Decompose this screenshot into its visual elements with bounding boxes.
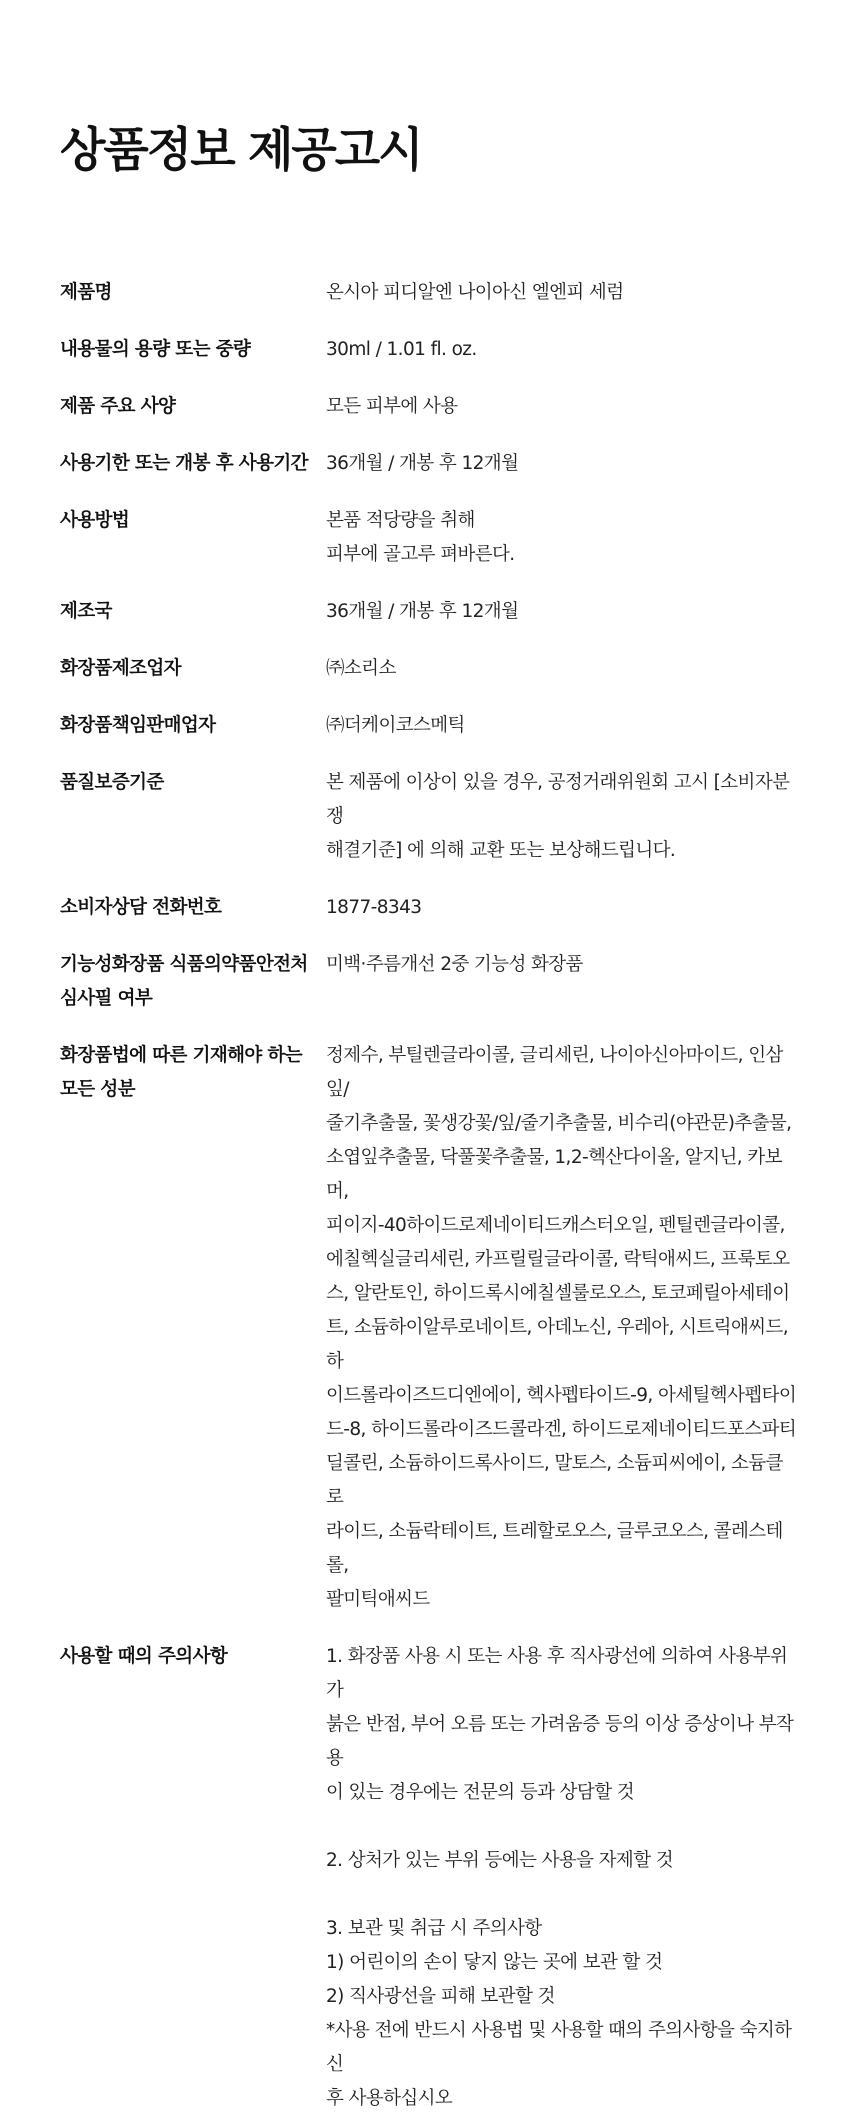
page-title: 상품정보 제공고시	[60, 123, 422, 178]
info-row	[60, 766, 800, 868]
caution-paragraph	[326, 1640, 800, 1810]
info-label-line: 사용방법	[60, 510, 130, 531]
info-value-line: 피이지-40하이드로제네이티드캐스터오일, 펜틸렌글라이콜,	[326, 1215, 785, 1236]
caution-line: 1. 화장품 사용 시 또는 사용 후 직사광선에 의하여 사용부위가	[326, 1646, 788, 1701]
info-value	[326, 891, 800, 925]
info-value-line: 소엽잎추출물, 닥풀꽃추출물, 1,2-헥산다이올, 알지닌, 카보머,	[326, 1147, 782, 1202]
info-label-line: 화장품제조업자	[60, 658, 181, 679]
info-value-line: 에칠헥실글리세린, 카프릴릴글라이콜, 락틱애씨드, 프룩토오	[326, 1249, 790, 1270]
caution-line: 1) 어린이의 손이 닿지 않는 곳에 보관 할 것	[326, 1952, 663, 1973]
info-value-line: 스, 알란토인, 하이드록시에칠셀룰로오스, 토코페릴아세테이	[326, 1283, 790, 1304]
info-value	[326, 276, 800, 310]
info-label-line: 모든 성분	[60, 1079, 135, 1100]
info-row	[60, 1039, 800, 1617]
info-label-line: 소비자상담 전화번호	[60, 897, 222, 918]
info-value-line: 온시아 피디알엔 나이아신 엘엔피 세럼	[326, 282, 624, 303]
caution-paragraph	[326, 1912, 800, 2116]
info-value	[326, 504, 800, 572]
info-label-line: 품질보증기준	[60, 772, 164, 793]
caution-line: 후 사용하십시오	[326, 2088, 453, 2109]
info-value-line: 36개월 / 개봉 후 12개월	[326, 601, 519, 622]
caution-line: 2. 상처가 있는 부위 등에는 사용을 자제할 것	[326, 1850, 674, 1871]
info-label-line: 화장품책임판매업자	[60, 715, 216, 736]
caution-line: 이 있는 경우에는 전문의 등과 상담할 것	[326, 1782, 635, 1803]
info-value	[326, 766, 800, 868]
info-label	[60, 595, 326, 629]
info-label	[60, 447, 326, 481]
info-label	[60, 333, 326, 367]
info-value-line: 모든 피부에 사용	[326, 396, 458, 417]
caution-label: 사용할 때의 주의사항	[60, 1646, 228, 1667]
info-row	[60, 447, 800, 481]
info-label	[60, 709, 326, 743]
caution-line: *사용 전에 반드시 사용법 및 사용할 때의 주의사항을 숙지하신	[326, 2020, 792, 2075]
info-value-line: 팔미틱애씨드	[326, 1589, 430, 1610]
info-label	[60, 390, 326, 424]
info-value-line: 라이드, 소듐락테이트, 트레할로오스, 글루코오스, 콜레스테롤,	[326, 1521, 783, 1576]
info-label	[60, 891, 326, 925]
info-row	[60, 333, 800, 367]
info-label	[60, 948, 326, 1016]
caution-line: 2) 직사광선을 피해 보관할 것	[326, 1986, 555, 2007]
info-value-line: ㈜소리소	[326, 658, 396, 679]
info-value-line: 피부에 골고루 펴바른다.	[326, 544, 515, 565]
info-value	[326, 447, 800, 481]
info-label-line: 기능성화장품 식품의약품안전처	[60, 954, 308, 975]
info-row	[60, 709, 800, 743]
info-label-line: 제조국	[60, 601, 112, 622]
info-value-line: 본품 적당량을 취해	[326, 510, 475, 531]
caution-value	[326, 1640, 800, 2116]
info-label-line: 제품명	[60, 282, 112, 303]
info-value	[326, 652, 800, 686]
caution-paragraph	[326, 1844, 800, 1878]
info-row	[60, 504, 800, 572]
info-value-line: 트, 소듐하이알루로네이트, 아데노신, 우레아, 시트릭애씨드, 하	[326, 1317, 789, 1372]
info-value	[326, 709, 800, 743]
info-value-line: 정제수, 부틸렌글라이콜, 글리세린, 나이아신아마이드, 인삼잎/	[326, 1045, 783, 1100]
info-value-line: 딜콜린, 소듐하이드록사이드, 말토스, 소듐피씨에이, 소듐클로	[326, 1453, 783, 1508]
info-value-line: 30ml / 1.01 fl. oz.	[326, 339, 477, 360]
info-value	[326, 390, 800, 424]
info-label-line: 화장품법에 따른 기재해야 하는	[60, 1045, 303, 1066]
info-value-line: 이드롤라이즈드디엔에이, 헥사펩타이드-9, 아세틸헥사펩타이	[326, 1385, 797, 1406]
info-value-line: 36개월 / 개봉 후 12개월	[326, 453, 519, 474]
info-row	[60, 652, 800, 686]
info-value	[326, 948, 800, 1016]
caution-row	[60, 1640, 800, 2116]
info-label-line: 사용기한 또는 개봉 후 사용기간	[60, 453, 308, 474]
info-label-line: 내용물의 용량 또는 중량	[60, 339, 251, 360]
info-label	[60, 276, 326, 310]
info-value-line: 미백·주름개선 2중 기능성 화장품	[326, 954, 583, 975]
info-value-line: 본 제품에 이상이 있을 경우, 공정거래위원회 고시 [소비자분쟁	[326, 772, 790, 827]
info-value	[326, 1039, 800, 1617]
info-value-line: 드-8, 하이드롤라이즈드콜라겐, 하이드로제네이티드포스파티	[326, 1419, 797, 1440]
info-value-line: 1877-8343	[326, 897, 422, 918]
caution-line: 3. 보관 및 취급 시 주의사항	[326, 1918, 542, 1939]
info-label	[60, 766, 326, 868]
info-label	[60, 652, 326, 686]
info-value-line: ㈜더케이코스메틱	[326, 715, 465, 736]
info-row	[60, 891, 800, 925]
info-label-line: 제품 주요 사양	[60, 396, 176, 417]
product-info-table	[60, 276, 800, 2116]
info-row	[60, 390, 800, 424]
info-row	[60, 948, 800, 1016]
info-label	[60, 504, 326, 572]
info-row	[60, 276, 800, 310]
caution-line: 붉은 반점, 부어 오름 또는 가려움증 등의 이상 증상이나 부작용	[326, 1714, 794, 1769]
info-label-line: 심사필 여부	[60, 988, 153, 1009]
info-value-line: 줄기추출물, 꽃생강꽃/잎/줄기추출물, 비수리(야관문)추출물,	[326, 1113, 792, 1134]
info-value	[326, 595, 800, 629]
info-value-line: 해결기준] 에 의해 교환 또는 보상해드립니다.	[326, 840, 676, 861]
info-label	[60, 1039, 326, 1617]
info-row	[60, 595, 800, 629]
info-value	[326, 333, 800, 367]
